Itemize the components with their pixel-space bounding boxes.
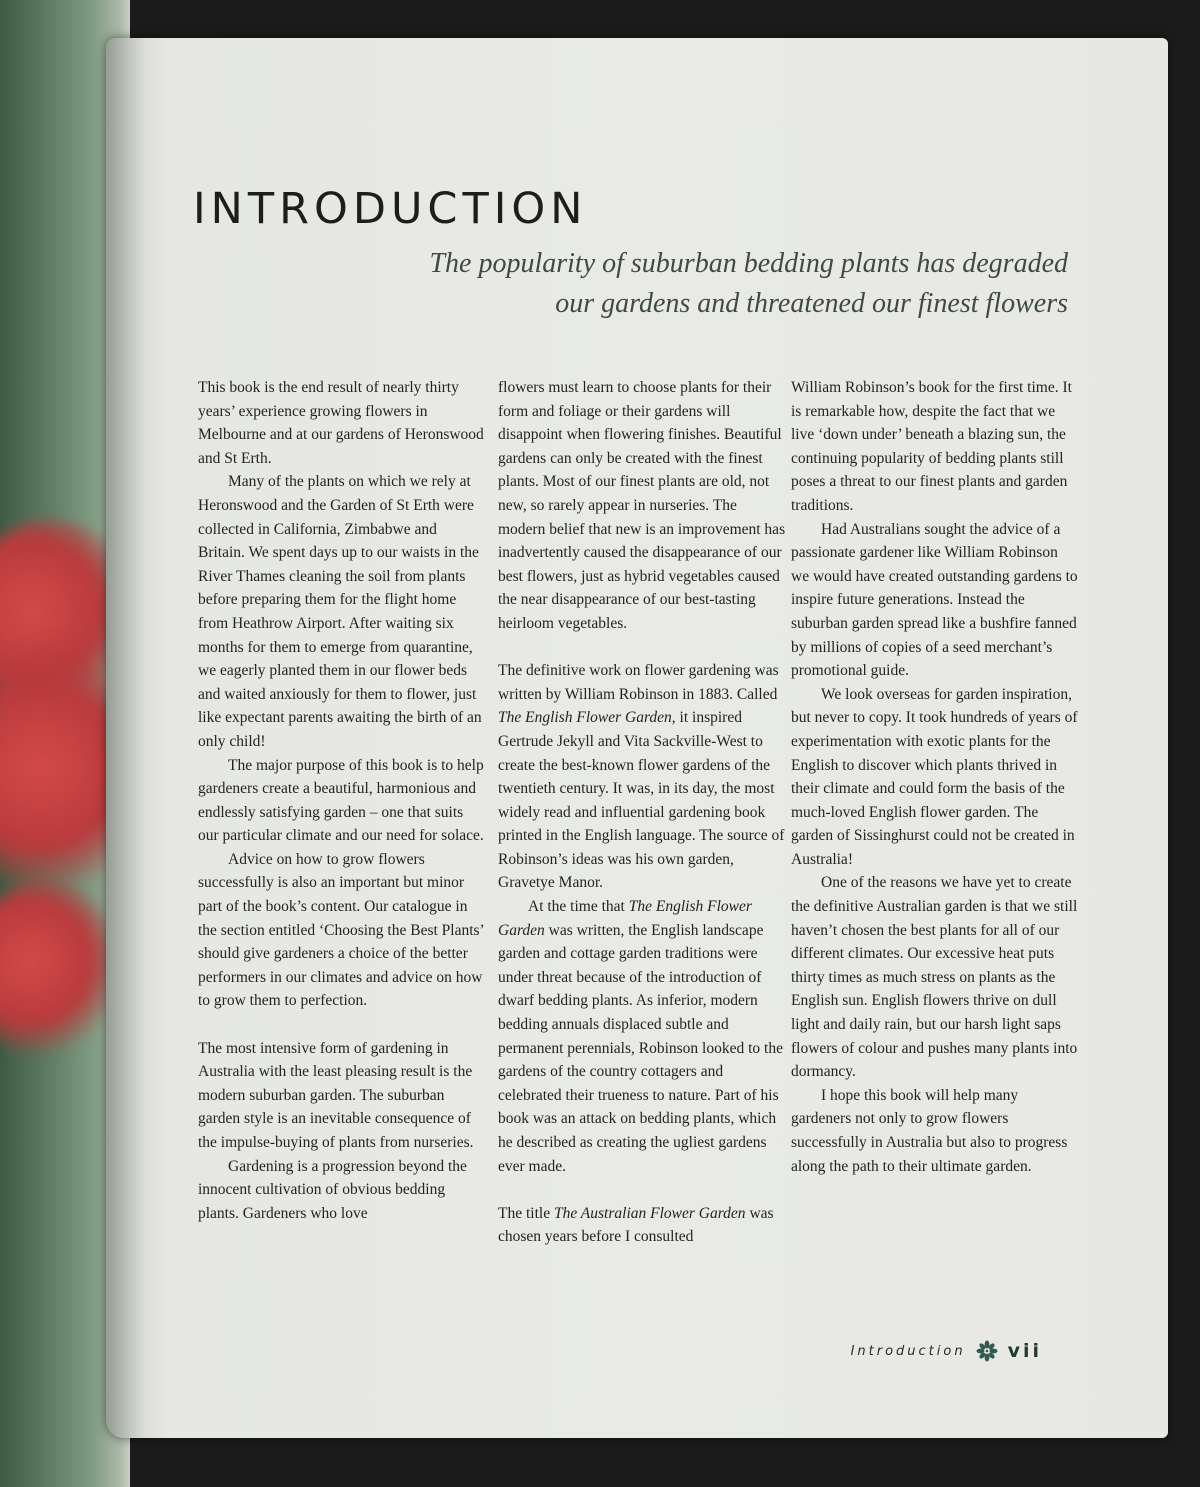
text-column-1	[198, 376, 486, 1225]
paragraph: The title The Australian Flower Garden was chosen years before I consulted	[498, 1204, 774, 1246]
paragraph: This book is the end result of nearly thirty years’ experience growing flowers in Melbourne and at our gardens of Heronswood and St Erth.	[198, 379, 484, 467]
paragraph: Gardening is a progression beyond the innocent cultivation of obvious bedding plants. Gardeners who love	[198, 1157, 467, 1222]
subtitle-line: The popularity of suburban bedding plants has degraded	[429, 248, 1068, 279]
running-footer-section: Introduction	[850, 1343, 966, 1359]
book-title: The English Flower Garden	[498, 898, 752, 939]
book-title: The Australian Flower Garden	[553, 1204, 746, 1222]
text-column-3	[791, 376, 1079, 1178]
paragraph: At the time that The English Flower Garden was written, the English landscape garden and cottage garden traditions were under threat because of the introduction of dwarf bedding plants. As inferior, modern bedding annuals displaced subtle and permanent perennials, Robinson looked to the gardens of the country cottagers and celebrated their trueness to nature. Part of his book was an attack on bedding plants, which he described as creating the ugliest gardens ever made.	[498, 898, 783, 1175]
page-subtitle	[348, 244, 1068, 324]
flower-ornament-icon	[976, 1340, 998, 1362]
paragraph: flowers must learn to choose plants for their form and foliage or their gardens will disappoint when flowering finishes. Beautiful gardens can only be created with the finest plants. Most of our finest plants are old, not new, so rarely appear in nurseries. The modern belief that new is an improvement has inadvertently caused the disappearance of our best flowers, just as hybrid vegetables caused the near disappearance of our best-tasting heirloom vegetables.	[498, 379, 786, 632]
paragraph: The major purpose of this book is to help gardeners create a beautiful, harmonious and endlessly satisfying garden – one that suits our particular climate and our need for solace.	[198, 756, 484, 845]
paragraph: I hope this book will help many gardeners not only to grow flowers successfully in Australia but also to progress along the path to their ultimate garden.	[791, 1086, 1068, 1175]
paragraph: William Robinson’s book for the first time. It is remarkable how, despite the fact that we live ‘down under’ beneath a blazing sun, the continuing popularity of bedding plants still poses a threat to our finest plants and garden traditions.	[791, 379, 1072, 514]
paragraph: Many of the plants on which we rely at Heronswood and the Garden of St Erth were collected in California, Zimbabwe and Britain. We spent days up to our waists in the River Thames cleaning the soil from plants before preparing them for the flight home from Heathrow Airport. After waiting six months for them to emerge from quarantine, we eagerly planted them in our flower beds and waited anxiously for them to flower, just like expectant parents awaiting the birth of an only child!	[198, 473, 482, 750]
subtitle-line: our gardens and threatened our finest flowers	[555, 288, 1068, 319]
paragraph: Had Australians sought the advice of a passionate gardener like William Robinson we would have created outstanding gardens to inspire future generations. Instead the suburban garden spread like a bushfire fanned by millions of copies of a seed merchant’s promotional guide.	[791, 520, 1078, 680]
paragraph: We look overseas for garden inspiration, but never to copy. It took hundreds of years of experimentation with exotic plants for the English to discover which plants thrived in their climate and could form the basis of the much-loved English flower garden. The garden of Sissinghurst could not be created in Australia!	[791, 685, 1078, 868]
spine-shadow	[106, 38, 146, 1438]
red-flower-blur	[0, 880, 120, 1060]
page-title: INTRODUCTION	[193, 184, 588, 234]
paragraph: The most intensive form of gardening in Australia with the least pleasing result is the modern suburban garden. The suburban garden style is an inevitable consequence of the impulse-buying of plants from nurseries.	[198, 1039, 474, 1151]
page-number: vii	[1007, 1340, 1042, 1362]
paragraph: One of the reasons we have yet to create the definitive Australian garden is that we still haven’t chosen the best plants for all of our different climates. Our excessive heat puts thirty times as much stress on plants as the English sun. English flowers thrive on dull light and daily rain, but our harsh light saps flowers of colour and pushes many plants into dormancy.	[791, 874, 1078, 1081]
paragraph: Advice on how to grow flowers successfully is also an important but minor part of the book’s content. Our catalogue in the section entitled ‘Choosing the Best Plants’ should give gardeners a choice of the better performers in our climates and advice on how to grow them to perfection.	[198, 850, 484, 1010]
paragraph: The definitive work on flower gardening was written by William Robinson in 1883. Called The English Flower Garden, it inspired Gertrude Jekyll and Vita Sackville-West to create the best-known flower gardens of the twentieth century. It was, in its day, the most widely read and influential gardening book printed in the English language. The source of Robinson’s ideas was his own garden, Gravetye Manor.	[498, 662, 785, 892]
book-title: The English Flower Garden	[498, 709, 672, 727]
page-footer	[851, 1340, 1042, 1362]
text-column-2	[498, 376, 786, 1249]
